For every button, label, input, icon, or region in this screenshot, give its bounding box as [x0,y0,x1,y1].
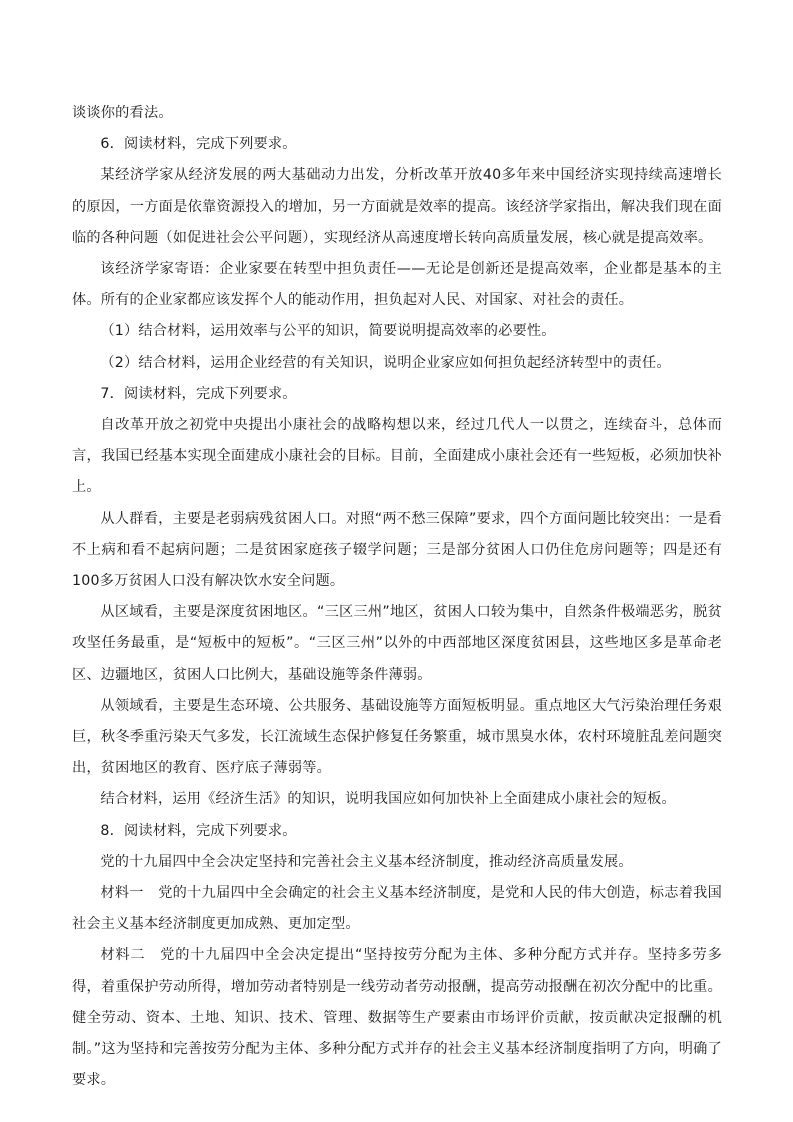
q7-question: 结合材料，运用《经济生活》的知识，说明我国应如何加快补上全面建成小康社会的短板。 [100,791,676,808]
q8-material-1: 材料一 党的十九届四中全会确定的社会主义基本经济制度，是党和人民的伟大创造，标志着我国社会主义基本经济制度更加成熟、更加定型。 [72,885,722,933]
document-body [72,98,722,1097]
question-8-heading: 8．阅读材料，完成下列要求。 [100,822,297,839]
q7-material-paragraph-4: 从领域看，主要是生态环境、公共服务、基础设施等方面短板明显。重点地区大气污染治理任务艰巨，秋冬季重污染天气多发，长江流域生态保护修复任务繁重，城市黑臭水体，农村环境脏乱差问题突出，贫困地区的教育、医疗底子薄弱等。 [72,697,722,777]
q7-material-paragraph-3: 从区域看，主要是深度贫困地区。“三区三州”地区，贫困人口较为集中，自然条件极端恶劣，脱贫攻坚任务最重，是“短板中的短板”。“三区三州”以外的中西部地区深度贫困县，这些地区多是革命老区、边疆地区，贫困人口比例大，基础设施等条件薄弱。 [72,604,722,683]
question-6-heading: 6．阅读材料，完成下列要求。 [100,136,297,153]
q8-intro: 党的十九届四中全会决定坚持和完善社会主义基本经济制度，推动经济高质量发展。 [100,853,633,870]
q7-material-paragraph-1: 自改革开放之初党中央提出小康社会的战略构想以来，经过几代人一以贯之，连续奋斗，总体而言，我国已经基本实现全面建成小康社会的目标。目前，全面建成小康社会还有一些短板，必须加快补上。 [72,417,722,496]
q6-material-paragraph-2: 该经济学家寄语：企业家要在转型中担负责任——无论是创新还是提高效率，企业都是基本的主体。所有的企业家都应该发挥个人的能动作用，担负起对人民、对国家、对社会的责任。 [72,261,722,309]
q6-subquestion-2: （2）结合材料，运用企业经营的有关知识，说明企业家应如何担负起经济转型中的责任。 [100,354,671,371]
q8-material-2: 材料二 党的十九届四中全会决定提出“坚持按劳分配为主体、多种分配方式并存。坚持多劳多得，着重保护劳动所得，增加劳动者特别是一线劳动者劳动报酬，提高劳动报酬在初次分配中的比重。健全劳动、资本、土地、知识、技术、管理、数据等生产要素由市场评价贡献，按贡献决定报酬的机制。”这为坚持和完善按劳分配为主体、多种分配方式并存的社会主义基本经济制度指明了方向，明确了要求。 [72,947,722,1089]
question-7-heading: 7．阅读材料，完成下列要求。 [100,385,297,402]
q6-subquestion-1: （1）结合材料，运用效率与公平的知识，简要说明提高效率的必要性。 [100,323,556,340]
q7-material-paragraph-2: 从人群看，主要是老弱病残贫困人口。对照“两不愁三保障”要求，四个方面问题比较突出：一是看不上病和看不起病问题；二是贫困家庭孩子辍学问题；三是部分贫困人口仍住危房问题等；四是还有100多万贫困人口没有解决饮水安全问题。 [72,510,722,590]
q6-material-paragraph-1: 某经济学家从经济发展的两大基础动力出发，分析改革开放40多年来中国经济实现持续高速增长的原因，一方面是依靠资源投入的增加，另一方面就是效率的提高。该经济学家指出，解决我们现在面临的各种问题（如促进社会公平问题），实现经济从高速度增长转向高质量发展，核心就是提高效率。 [72,167,722,246]
paragraph-continuation: 谈谈你的看法。 [72,105,173,121]
